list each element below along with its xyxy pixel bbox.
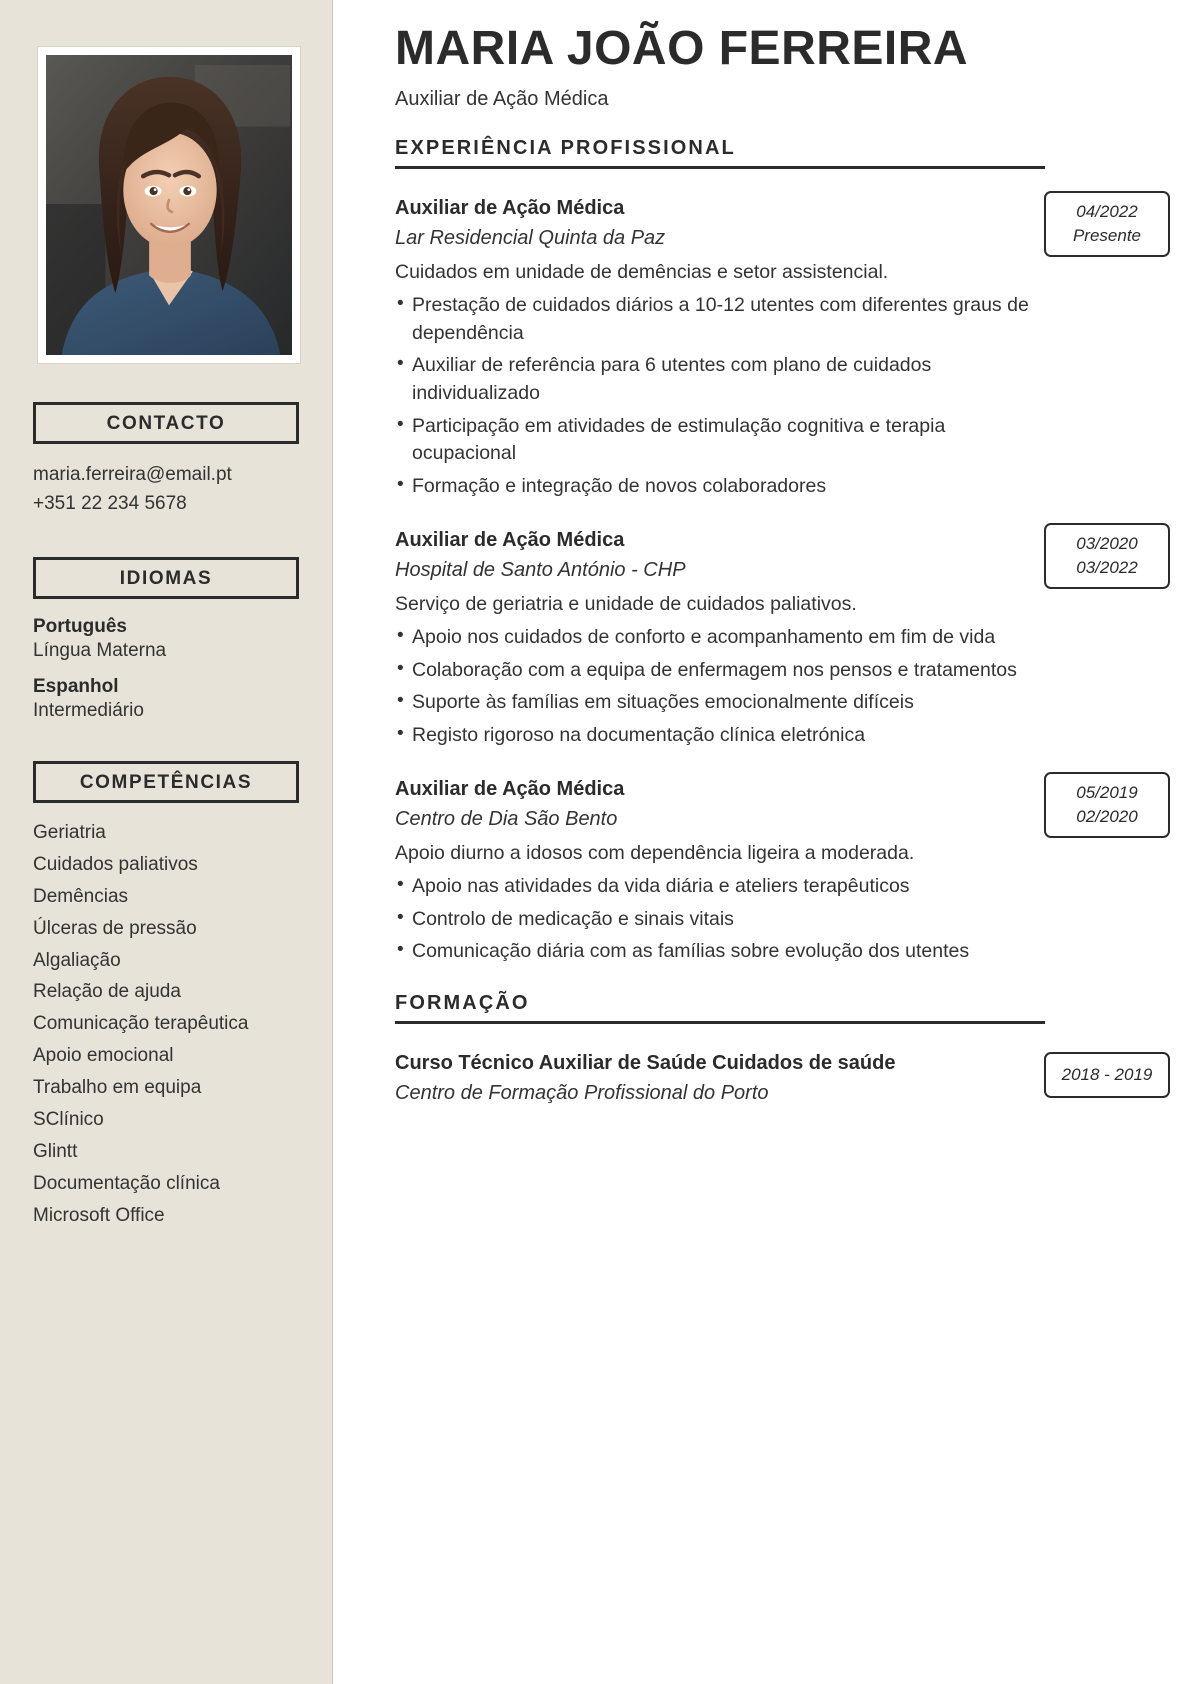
bullet-item: • Colaboração com a equipa de enfermagem nos pensos e tratamentos — [395, 657, 1045, 685]
main-column — [333, 0, 1190, 1684]
experience-date-badge — [1044, 191, 1170, 257]
date-end: 02/2020 — [1076, 806, 1138, 826]
date-start: 04/2022 — [1076, 201, 1138, 221]
skills-list — [33, 817, 299, 1232]
experience-employer: Centro de Dia São Bento — [395, 807, 618, 830]
language-level: Intermediário — [33, 700, 144, 722]
experience-title: EXPERIÊNCIA PROFISSIONAL — [395, 136, 736, 159]
contact-list — [33, 460, 299, 519]
language-item — [33, 675, 299, 723]
education-entry — [395, 1050, 1153, 1108]
contact-title: CONTACTO — [106, 413, 226, 434]
experience-entry-head — [395, 195, 1142, 253]
experience-description: Apoio diurno a idosos com dependência ligeira a moderada. — [395, 841, 915, 864]
experience-job-title: Auxiliar de Ação Médica — [395, 196, 625, 219]
experience-job-title: Auxiliar de Ação Médica — [395, 777, 625, 800]
sidebar — [0, 0, 333, 1684]
date-start: 05/2019 — [1076, 782, 1138, 802]
education-title: FORMAÇÃO — [395, 992, 530, 1015]
experience-entry — [395, 776, 1138, 966]
bullet-item: • Apoio nos cuidados de conforto e acompanhamento em fim de vida — [395, 624, 1045, 652]
education-institution: Centro de Formação Profissional do Porto — [395, 1082, 769, 1105]
date-range: 2018 - 2019 — [1061, 1065, 1153, 1085]
experience-entry — [395, 195, 1142, 501]
skills-section-header — [33, 761, 299, 803]
bullet-item: • Controlo de medicação e sinais vitais — [395, 906, 1045, 934]
language-name: Espanhol — [33, 676, 119, 698]
skill-item: Relação de ajuda — [33, 981, 181, 1003]
date-start: 03/2020 — [1076, 533, 1138, 553]
skill-item: Demências — [33, 885, 129, 907]
skill-item: Algaliação — [33, 949, 121, 971]
languages-title: IDIOMAS — [119, 567, 213, 589]
bullet-item: • Participação em atividades de estimulação cognitiva e terapia ocupacional — [395, 413, 1045, 468]
bullet-item: • Apoio nas atividades da vida diária e ateliers terapêuticos — [395, 873, 1045, 901]
education-course-title: Curso Técnico Auxiliar de Saúde Cuidados de saúde — [395, 1052, 896, 1075]
experience-bullet-list — [395, 292, 1045, 501]
experience-date-badge — [1044, 772, 1170, 838]
skill-item: Úlceras de pressão — [33, 917, 197, 939]
language-item — [33, 615, 299, 663]
date-end: Presente — [1072, 225, 1142, 245]
experience-section-header — [395, 137, 1045, 169]
bullet-item: • Comunicação diária com as famílias sobre evolução dos utentes — [395, 938, 1045, 966]
contact-section-header — [33, 402, 299, 444]
skill-item: Geriatria — [33, 821, 106, 843]
experience-description: Serviço de geriatria e unidade de cuidados paliativos. — [395, 592, 857, 615]
experience-job-title: Auxiliar de Ação Médica — [395, 528, 625, 551]
experience-entry — [395, 527, 1138, 750]
experience-description: Cuidados em unidade de demências e setor assistencial. — [395, 260, 889, 283]
skill-item: Comunicação terapêutica — [33, 1013, 249, 1035]
education-date-badge — [1044, 1052, 1170, 1098]
skill-item: Trabalho em equipa — [33, 1077, 202, 1099]
experience-bullet-list — [395, 873, 1045, 966]
experience-bullet-list — [395, 624, 1045, 750]
photo-frame — [37, 46, 301, 364]
job-role-subtitle: Auxiliar de Ação Médica — [395, 87, 609, 110]
languages-section-header — [33, 557, 299, 599]
experience-entry-head — [395, 527, 1138, 585]
bullet-item: • Auxiliar de referência para 6 utentes com plano de cuidados individualizado — [395, 352, 1045, 407]
contact-email[interactable]: maria.ferreira@email.pt — [33, 464, 232, 485]
education-entry-head — [395, 1050, 1153, 1108]
language-name: Português — [33, 615, 127, 637]
bullet-item: • Suporte às famílias em situações emocionalmente difíceis — [395, 689, 1045, 717]
skill-item: Microsoft Office — [33, 1204, 165, 1226]
contact-phone[interactable]: +351 22 234 5678 — [33, 493, 187, 515]
experience-employer: Hospital de Santo António - CHP — [395, 558, 686, 581]
skill-item: Apoio emocional — [33, 1045, 174, 1067]
skill-item: Cuidados paliativos — [33, 853, 198, 875]
skill-item: Glintt — [33, 1140, 78, 1162]
experience-entry-head — [395, 776, 1138, 834]
experience-employer: Lar Residencial Quinta da Paz — [395, 226, 666, 249]
education-section-header — [395, 992, 1045, 1024]
bullet-item: • Registo rigoroso na documentação clínica eletrónica — [395, 722, 1045, 750]
date-end: 03/2022 — [1076, 557, 1138, 577]
skill-item: Documentação clínica — [33, 1172, 220, 1194]
bullet-item: • Prestação de cuidados diários a 10-12 utentes com diferentes graus de dependência — [395, 292, 1045, 347]
avatar — [46, 55, 292, 355]
skill-item: SClínico — [33, 1109, 104, 1131]
language-level: Língua Materna — [33, 639, 167, 661]
page-title: MARIA JOÃO FERREIRA — [395, 22, 969, 75]
portrait-illustration — [46, 55, 292, 355]
bullet-item: • Formação e integração de novos colaboradores — [395, 473, 1045, 501]
languages-list — [33, 615, 299, 723]
skills-title: COMPETÊNCIAS — [79, 771, 253, 793]
experience-date-badge — [1044, 523, 1170, 589]
